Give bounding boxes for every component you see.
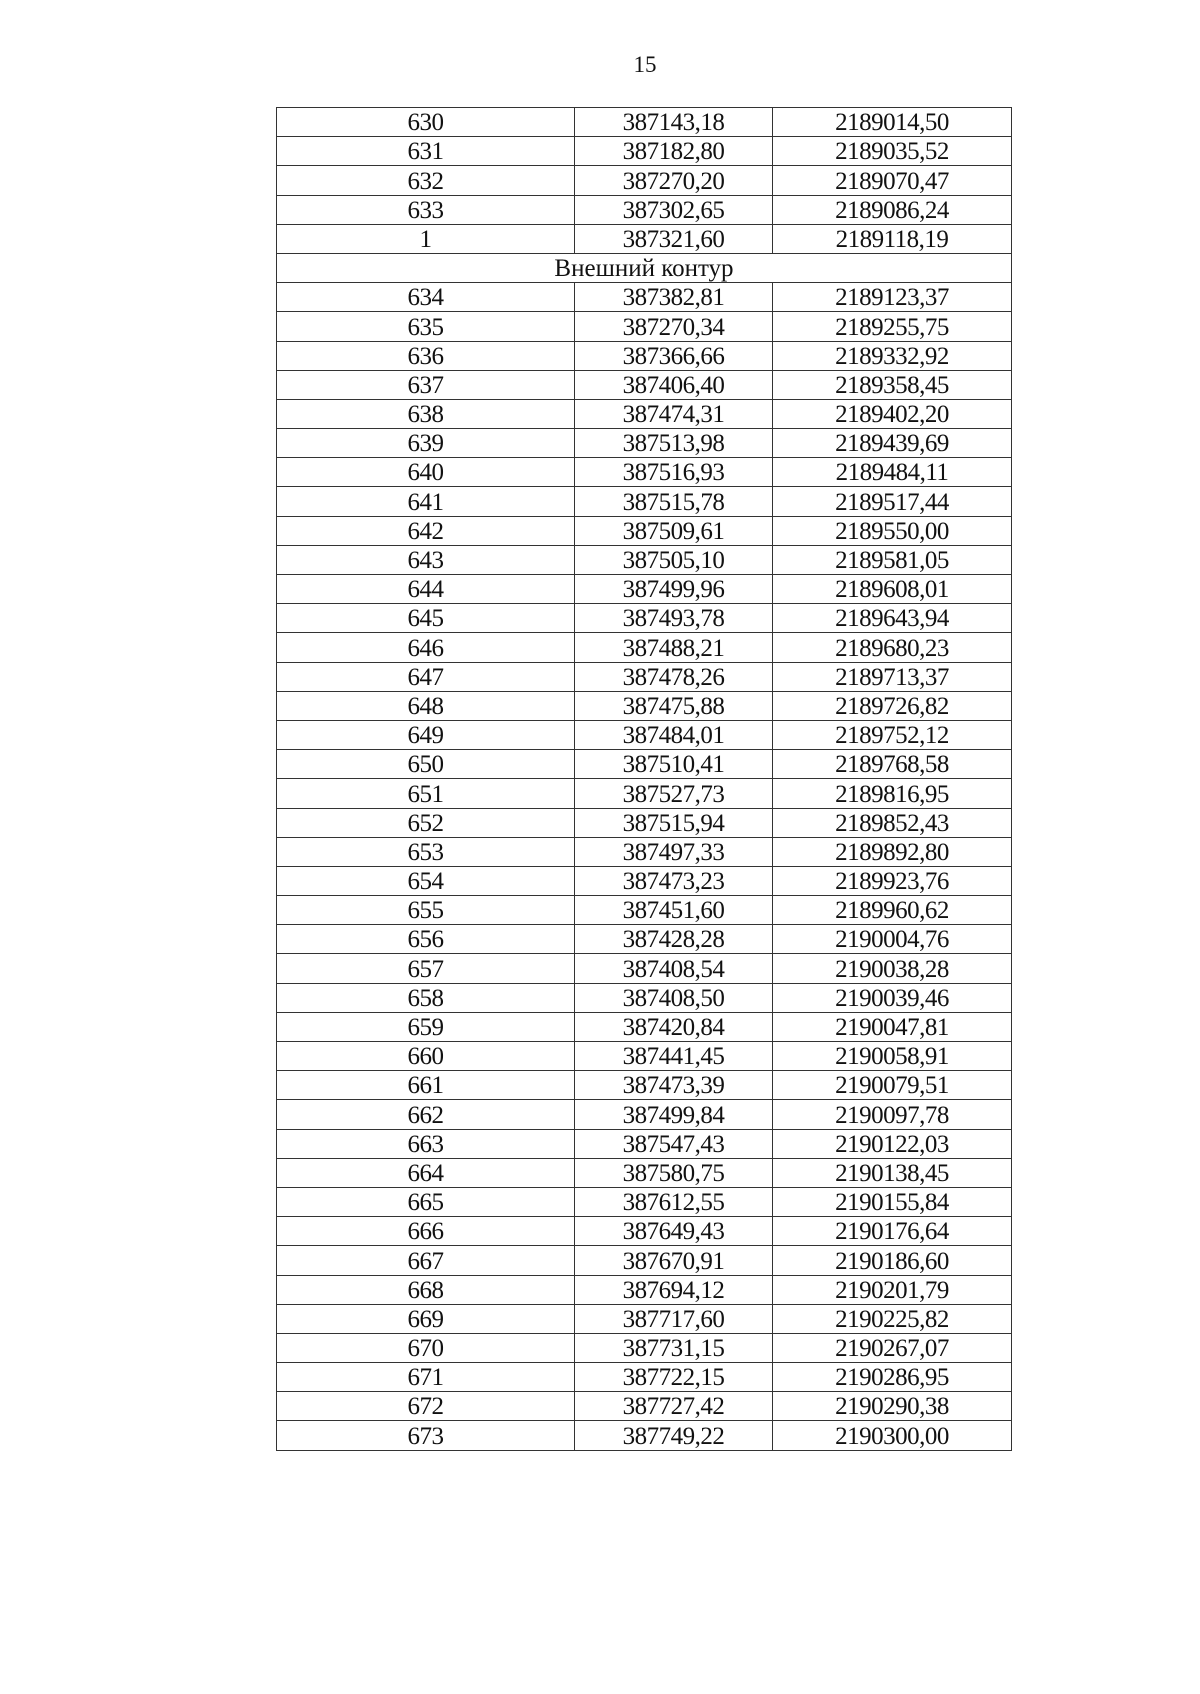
table-row	[277, 1217, 1012, 1246]
y-coordinate-cell: 2189892,80	[773, 837, 1012, 866]
y-coordinate-cell: 2189255,75	[773, 312, 1012, 341]
x-coordinate-cell: 387499,96	[575, 575, 773, 604]
table-row	[277, 1421, 1012, 1450]
table-row	[277, 604, 1012, 633]
x-coordinate-cell: 387727,42	[575, 1392, 773, 1421]
x-coordinate-cell: 387406,40	[575, 370, 773, 399]
x-coordinate-cell: 387547,43	[575, 1129, 773, 1158]
y-coordinate-cell: 2189035,52	[773, 137, 1012, 166]
point-number-cell: 642	[277, 516, 575, 545]
table-row	[277, 108, 1012, 137]
y-coordinate-cell: 2189517,44	[773, 487, 1012, 516]
table-row	[277, 545, 1012, 574]
y-coordinate-cell: 2189123,37	[773, 283, 1012, 312]
y-coordinate-cell: 2190290,38	[773, 1392, 1012, 1421]
x-coordinate-cell: 387473,23	[575, 866, 773, 895]
y-coordinate-cell: 2190038,28	[773, 954, 1012, 983]
y-coordinate-cell: 2189332,92	[773, 341, 1012, 370]
x-coordinate-cell: 387270,34	[575, 312, 773, 341]
y-coordinate-cell: 2190039,46	[773, 983, 1012, 1012]
point-number-cell: 651	[277, 779, 575, 808]
point-number-cell: 670	[277, 1333, 575, 1362]
y-coordinate-cell: 2190058,91	[773, 1042, 1012, 1071]
point-number-cell: 672	[277, 1392, 575, 1421]
table-row	[277, 750, 1012, 779]
point-number-cell: 653	[277, 837, 575, 866]
table-row	[277, 1129, 1012, 1158]
x-coordinate-cell: 387499,84	[575, 1100, 773, 1129]
point-number-cell: 650	[277, 750, 575, 779]
point-number-cell: 658	[277, 983, 575, 1012]
point-number-cell: 666	[277, 1217, 575, 1246]
y-coordinate-cell: 2189768,58	[773, 750, 1012, 779]
x-coordinate-cell: 387513,98	[575, 429, 773, 458]
y-coordinate-cell: 2190155,84	[773, 1187, 1012, 1216]
x-coordinate-cell: 387527,73	[575, 779, 773, 808]
x-coordinate-cell: 387670,91	[575, 1246, 773, 1275]
x-coordinate-cell: 387649,43	[575, 1217, 773, 1246]
x-coordinate-cell: 387612,55	[575, 1187, 773, 1216]
x-coordinate-cell: 387509,61	[575, 516, 773, 545]
x-coordinate-cell: 387451,60	[575, 896, 773, 925]
table-row	[277, 195, 1012, 224]
y-coordinate-cell: 2189643,94	[773, 604, 1012, 633]
table-row	[277, 1187, 1012, 1216]
x-coordinate-cell: 387473,39	[575, 1071, 773, 1100]
x-coordinate-cell: 387749,22	[575, 1421, 773, 1450]
x-coordinate-cell: 387515,94	[575, 808, 773, 837]
y-coordinate-cell: 2190225,82	[773, 1304, 1012, 1333]
point-number-cell: 631	[277, 137, 575, 166]
coordinates-table-body	[277, 108, 1012, 1451]
table-row	[277, 925, 1012, 954]
point-number-cell: 646	[277, 633, 575, 662]
x-coordinate-cell: 387428,28	[575, 925, 773, 954]
x-coordinate-cell: 387270,20	[575, 166, 773, 195]
x-coordinate-cell: 387493,78	[575, 604, 773, 633]
table-row	[277, 312, 1012, 341]
point-number-cell: 669	[277, 1304, 575, 1333]
table-row	[277, 370, 1012, 399]
y-coordinate-cell: 2189680,23	[773, 633, 1012, 662]
x-coordinate-cell: 387382,81	[575, 283, 773, 312]
x-coordinate-cell: 387484,01	[575, 720, 773, 749]
point-number-cell: 657	[277, 954, 575, 983]
table-row	[277, 896, 1012, 925]
y-coordinate-cell: 2190176,64	[773, 1217, 1012, 1246]
y-coordinate-cell: 2189118,19	[773, 224, 1012, 253]
x-coordinate-cell: 387420,84	[575, 1012, 773, 1041]
table-row	[277, 1012, 1012, 1041]
point-number-cell: 667	[277, 1246, 575, 1275]
y-coordinate-cell: 2189816,95	[773, 779, 1012, 808]
table-row	[277, 166, 1012, 195]
table-row	[277, 808, 1012, 837]
point-number-cell: 632	[277, 166, 575, 195]
x-coordinate-cell: 387408,50	[575, 983, 773, 1012]
table-row	[277, 691, 1012, 720]
table-row	[277, 458, 1012, 487]
x-coordinate-cell: 387505,10	[575, 545, 773, 574]
table-row	[277, 1392, 1012, 1421]
x-coordinate-cell: 387182,80	[575, 137, 773, 166]
x-coordinate-cell: 387717,60	[575, 1304, 773, 1333]
x-coordinate-cell: 387478,26	[575, 662, 773, 691]
y-coordinate-cell: 2189608,01	[773, 575, 1012, 604]
x-coordinate-cell: 387722,15	[575, 1363, 773, 1392]
y-coordinate-cell: 2189439,69	[773, 429, 1012, 458]
table-row	[277, 1333, 1012, 1362]
point-number-cell: 668	[277, 1275, 575, 1304]
table-row	[277, 341, 1012, 370]
y-coordinate-cell: 2189923,76	[773, 866, 1012, 895]
point-number-cell: 641	[277, 487, 575, 516]
y-coordinate-cell: 2190186,60	[773, 1246, 1012, 1275]
x-coordinate-cell: 387510,41	[575, 750, 773, 779]
point-number-cell: 660	[277, 1042, 575, 1071]
point-number-cell: 671	[277, 1363, 575, 1392]
coordinates-table	[276, 107, 1012, 1451]
point-number-cell: 654	[277, 866, 575, 895]
point-number-cell: 673	[277, 1421, 575, 1450]
point-number-cell: 664	[277, 1158, 575, 1187]
point-number-cell: 649	[277, 720, 575, 749]
y-coordinate-cell: 2189070,47	[773, 166, 1012, 195]
y-coordinate-cell: 2190004,76	[773, 925, 1012, 954]
point-number-cell: 665	[277, 1187, 575, 1216]
point-number-cell: 640	[277, 458, 575, 487]
page-number: 15	[633, 52, 657, 77]
table-row	[277, 720, 1012, 749]
table-row	[277, 283, 1012, 312]
table-row	[277, 575, 1012, 604]
y-coordinate-cell: 2190286,95	[773, 1363, 1012, 1392]
y-coordinate-cell: 2189086,24	[773, 195, 1012, 224]
point-number-cell: 639	[277, 429, 575, 458]
y-coordinate-cell: 2189852,43	[773, 808, 1012, 837]
point-number-cell: 662	[277, 1100, 575, 1129]
y-coordinate-cell: 2189550,00	[773, 516, 1012, 545]
table-row	[277, 1100, 1012, 1129]
point-number-cell: 648	[277, 691, 575, 720]
point-number-cell: 652	[277, 808, 575, 837]
x-coordinate-cell: 387516,93	[575, 458, 773, 487]
point-number-cell: 663	[277, 1129, 575, 1158]
x-coordinate-cell: 387731,15	[575, 1333, 773, 1362]
table-row	[277, 516, 1012, 545]
table-row	[277, 1158, 1012, 1187]
table-row	[277, 954, 1012, 983]
y-coordinate-cell: 2190300,00	[773, 1421, 1012, 1450]
x-coordinate-cell: 387488,21	[575, 633, 773, 662]
table-row	[277, 429, 1012, 458]
y-coordinate-cell: 2189752,12	[773, 720, 1012, 749]
table-row	[277, 1071, 1012, 1100]
y-coordinate-cell: 2189726,82	[773, 691, 1012, 720]
x-coordinate-cell: 387497,33	[575, 837, 773, 866]
x-coordinate-cell: 387321,60	[575, 224, 773, 253]
point-number-cell: 633	[277, 195, 575, 224]
point-number-cell: 635	[277, 312, 575, 341]
y-coordinate-cell: 2190122,03	[773, 1129, 1012, 1158]
table-row	[277, 662, 1012, 691]
x-coordinate-cell: 387408,54	[575, 954, 773, 983]
table-row	[277, 1275, 1012, 1304]
point-number-cell: 636	[277, 341, 575, 370]
x-coordinate-cell: 387694,12	[575, 1275, 773, 1304]
y-coordinate-cell: 2190201,79	[773, 1275, 1012, 1304]
point-number-cell: 645	[277, 604, 575, 633]
point-number-cell: 630	[277, 108, 575, 137]
y-coordinate-cell: 2189484,11	[773, 458, 1012, 487]
section-header-row	[277, 253, 1012, 282]
x-coordinate-cell: 387580,75	[575, 1158, 773, 1187]
x-coordinate-cell: 387474,31	[575, 399, 773, 428]
table-row	[277, 399, 1012, 428]
y-coordinate-cell: 2190047,81	[773, 1012, 1012, 1041]
y-coordinate-cell: 2189713,37	[773, 662, 1012, 691]
x-coordinate-cell: 387441,45	[575, 1042, 773, 1071]
y-coordinate-cell: 2189960,62	[773, 896, 1012, 925]
point-number-cell: 661	[277, 1071, 575, 1100]
table-row	[277, 633, 1012, 662]
table-row	[277, 1304, 1012, 1333]
point-number-cell: 638	[277, 399, 575, 428]
y-coordinate-cell: 2189581,05	[773, 545, 1012, 574]
table-row	[277, 1246, 1012, 1275]
point-number-cell: 644	[277, 575, 575, 604]
point-number-cell: 655	[277, 896, 575, 925]
point-number-cell: 643	[277, 545, 575, 574]
table-row	[277, 779, 1012, 808]
point-number-cell: 659	[277, 1012, 575, 1041]
point-number-cell: 637	[277, 370, 575, 399]
x-coordinate-cell: 387515,78	[575, 487, 773, 516]
table-row	[277, 837, 1012, 866]
x-coordinate-cell: 387302,65	[575, 195, 773, 224]
table-row	[277, 487, 1012, 516]
y-coordinate-cell: 2190079,51	[773, 1071, 1012, 1100]
x-coordinate-cell: 387143,18	[575, 108, 773, 137]
table-row	[277, 866, 1012, 895]
x-coordinate-cell: 387475,88	[575, 691, 773, 720]
y-coordinate-cell: 2190097,78	[773, 1100, 1012, 1129]
y-coordinate-cell: 2189014,50	[773, 108, 1012, 137]
table-row	[277, 1363, 1012, 1392]
y-coordinate-cell: 2189402,20	[773, 399, 1012, 428]
y-coordinate-cell: 2190138,45	[773, 1158, 1012, 1187]
table-row	[277, 224, 1012, 253]
table-row	[277, 137, 1012, 166]
point-number-cell: 656	[277, 925, 575, 954]
y-coordinate-cell: 2190267,07	[773, 1333, 1012, 1362]
point-number-cell: 1	[277, 224, 575, 253]
section-title: Внешний контур	[277, 253, 1012, 282]
table-row	[277, 1042, 1012, 1071]
y-coordinate-cell: 2189358,45	[773, 370, 1012, 399]
x-coordinate-cell: 387366,66	[575, 341, 773, 370]
point-number-cell: 634	[277, 283, 575, 312]
point-number-cell: 647	[277, 662, 575, 691]
table-row	[277, 983, 1012, 1012]
